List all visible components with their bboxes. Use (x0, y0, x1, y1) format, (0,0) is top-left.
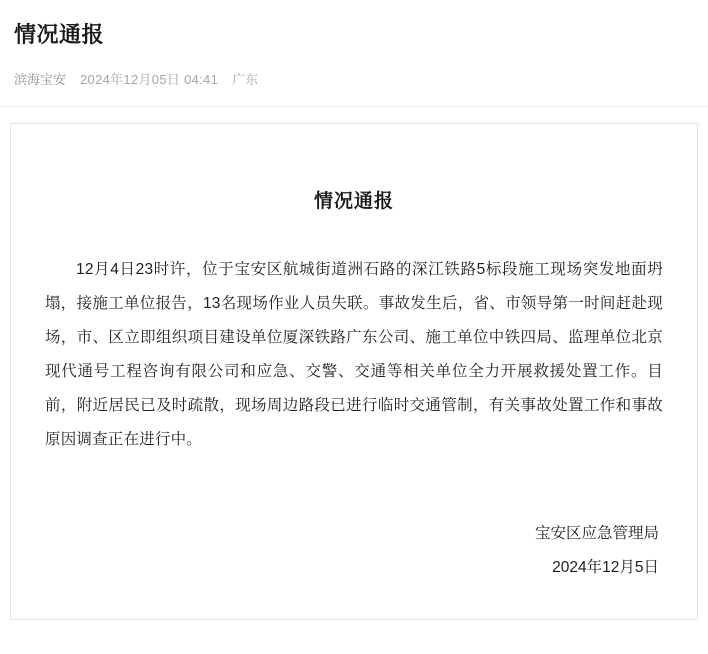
signature-date: 2024年12月5日 (552, 559, 659, 576)
meta-source[interactable]: 滨海宝安 (14, 72, 67, 87)
notice-signature (45, 517, 663, 585)
page-title: 情况通报 (14, 22, 105, 47)
notice-title: 情况通报 (313, 191, 394, 212)
notice-paragraph: 12月4日23时许，位于宝安区航城街道洲石路的深江铁路5标段施工现场突发地面坍塌，接施工单位报告，13名现场作业人员失联。事故发生后，省、市领导第一时间赶赴现场，市、区立即组织项目建设单位厦深铁路广东公司、施工单位中铁四局、监理单位北京现代通号工程咨询有限公司和应急、交警、交通等相关单位全力开展救援处置工作。目前，附近居民已及时疏散，现场周边路段已进行临时交通管制，有关事故处置工作和事故原因调查正在进行中。 (45, 261, 663, 448)
article-body (0, 107, 708, 620)
article-meta (14, 70, 694, 90)
article-header (0, 0, 708, 90)
signature-organization: 宝安区应急管理局 (534, 525, 659, 542)
meta-date: 2024年12月05日 04:41 (80, 72, 219, 87)
meta-region: 广东 (232, 72, 259, 87)
notice-card (10, 123, 698, 620)
